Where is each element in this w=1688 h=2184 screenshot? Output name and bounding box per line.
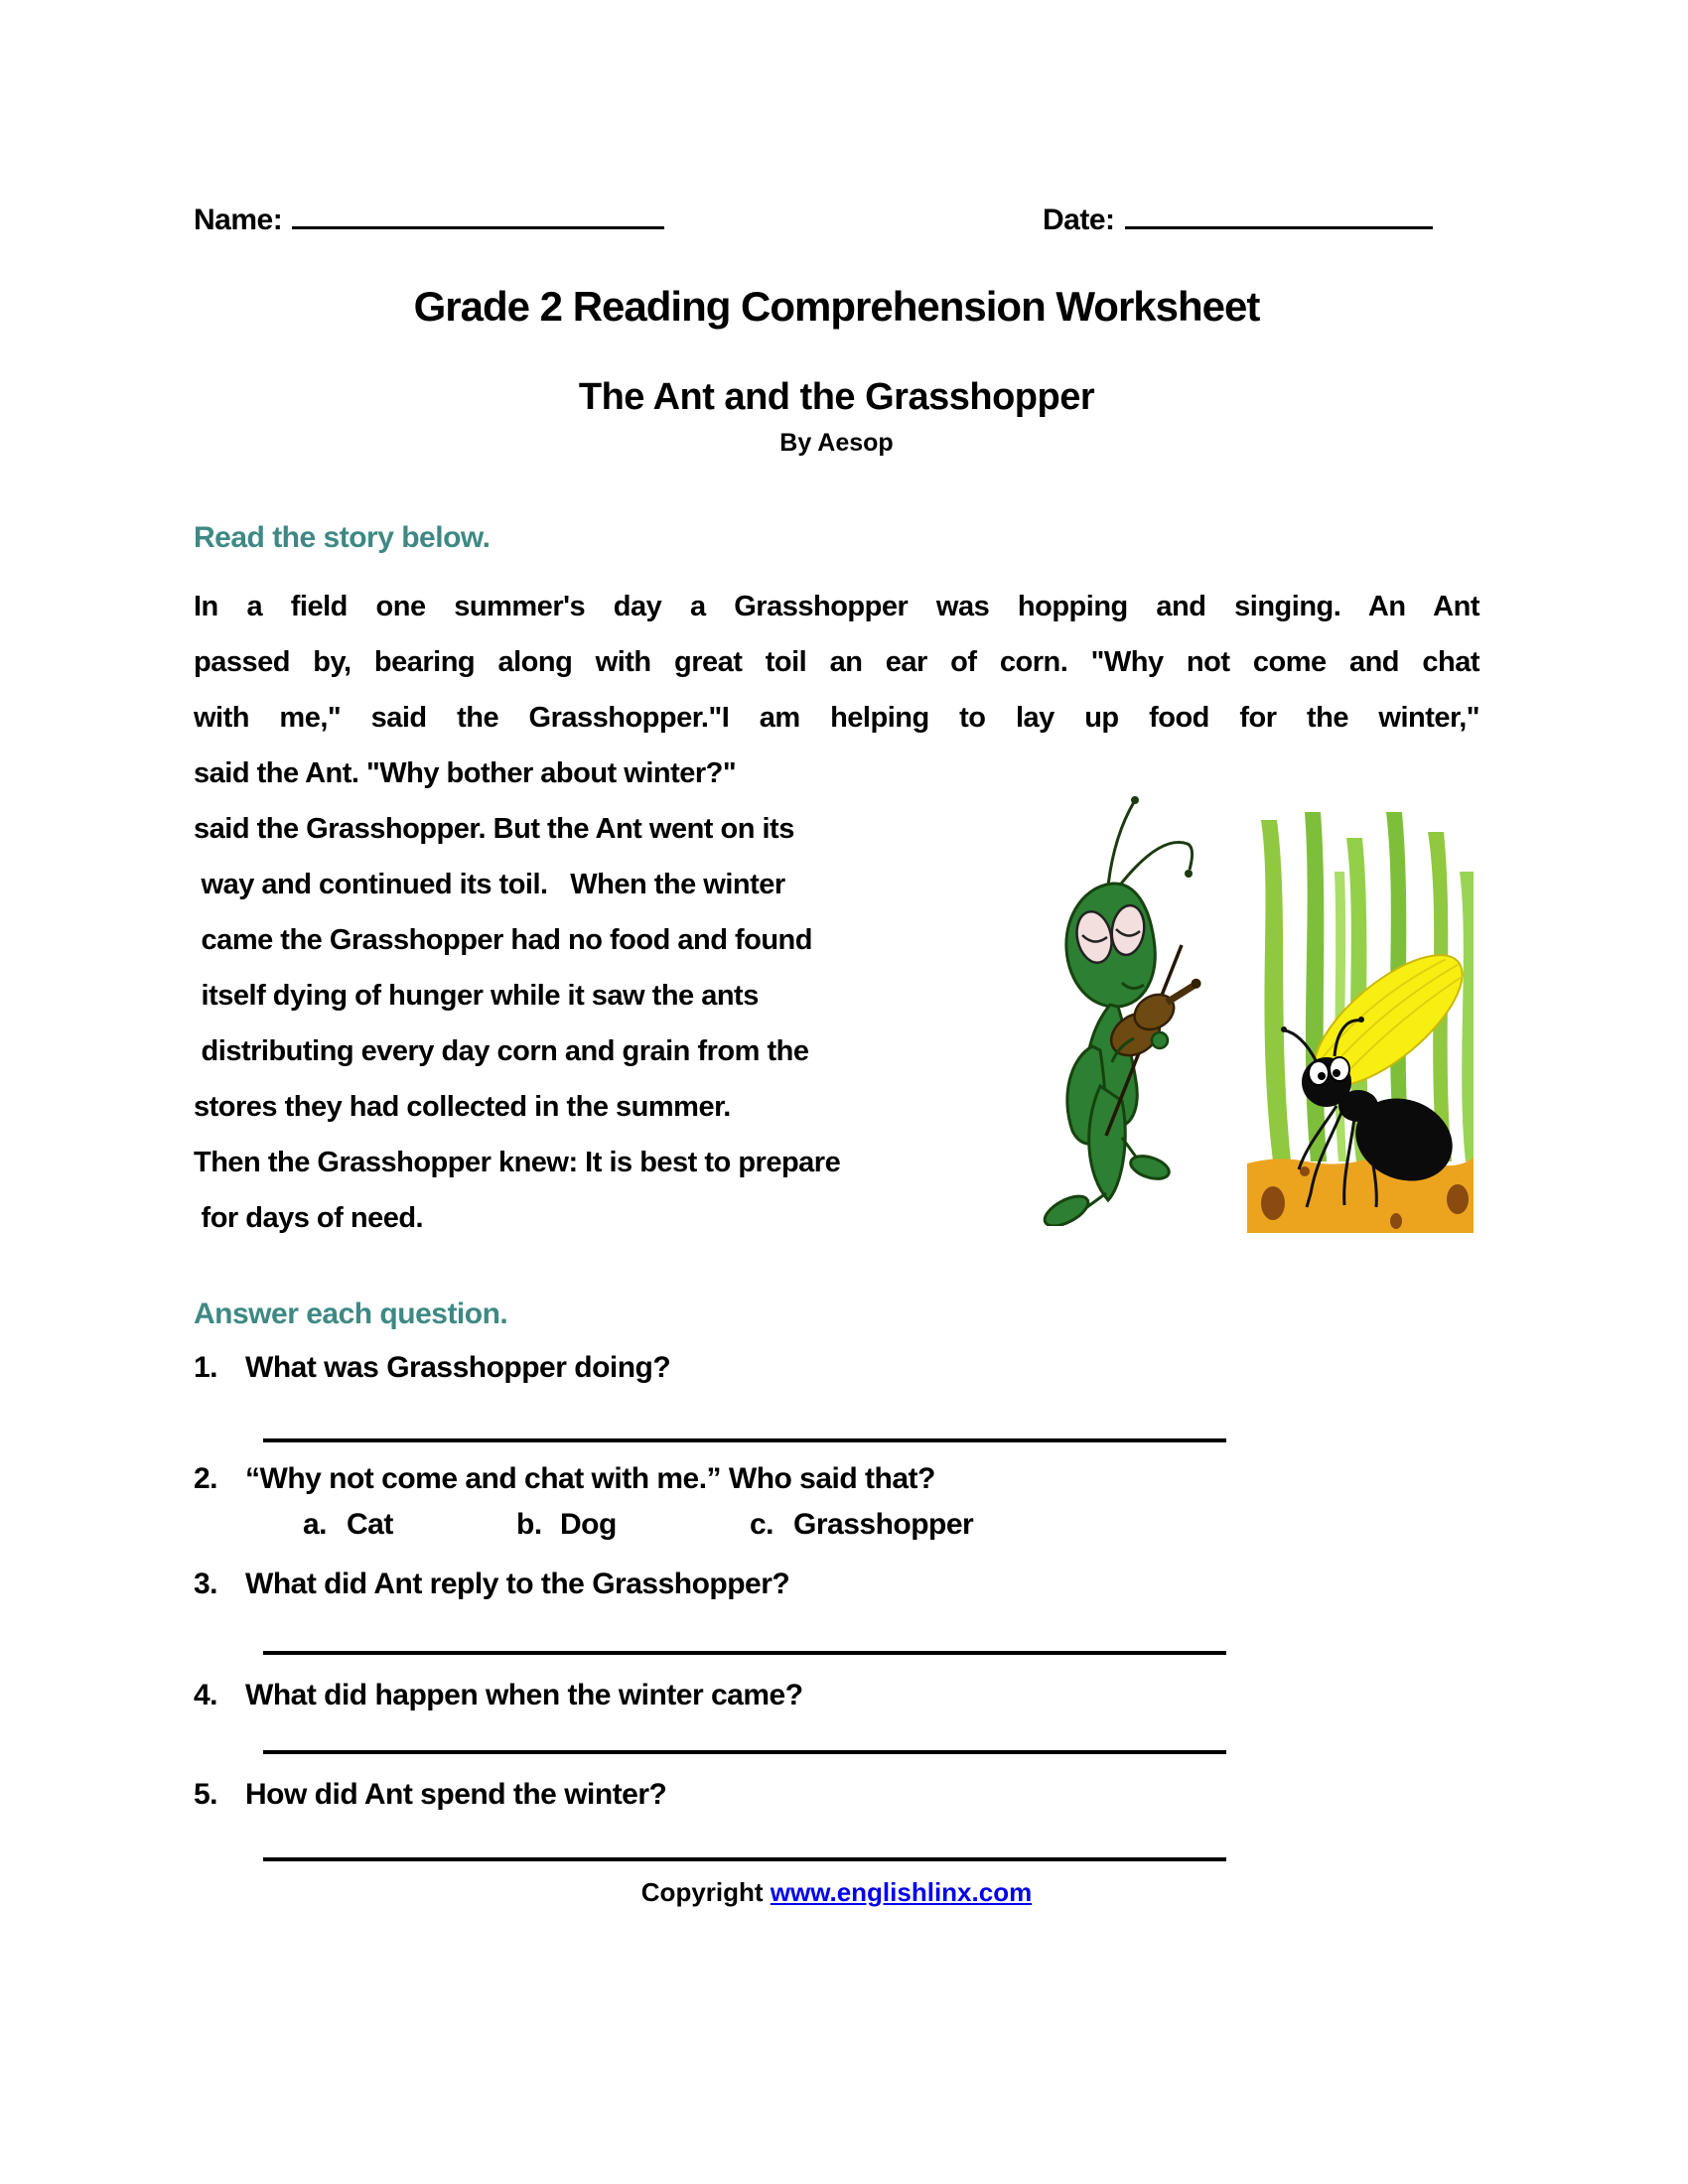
question-1 xyxy=(194,1351,1479,1385)
choice-c[interactable] xyxy=(750,1508,973,1542)
grasshopper-violin-illustration xyxy=(1023,787,1207,1226)
question-text: What did Ant reply to the Grasshopper? xyxy=(245,1568,790,1600)
story-line: came the Grasshopper had no food and found xyxy=(194,924,812,956)
copyright-line xyxy=(194,1877,1479,1908)
question-text: What was Grasshopper doing? xyxy=(245,1351,671,1384)
worksheet-title: Grade 2 Reading Comprehension Worksheet xyxy=(413,283,1260,330)
name-field xyxy=(194,204,664,237)
choice-letter: c. xyxy=(750,1508,774,1541)
question-5 xyxy=(194,1778,1479,1812)
question-number: 5. xyxy=(194,1778,218,1811)
choice-b[interactable] xyxy=(516,1508,617,1542)
ant-icon xyxy=(1247,812,1474,1233)
story-line: with me," said the Grasshopper."I am helping to lay up food for the winter," xyxy=(194,702,1479,734)
grasshopper-icon xyxy=(1023,787,1207,1226)
story-line: itself dying of hunger while it saw the ants xyxy=(194,980,759,1012)
copyright-label: Copyright xyxy=(640,1877,771,1907)
question-text: How did Ant spend the winter? xyxy=(245,1778,667,1811)
ant-corn-illustration xyxy=(1247,812,1474,1233)
date-blank-line[interactable] xyxy=(1125,221,1433,229)
question-number: 2. xyxy=(194,1462,218,1495)
story-line: passed by, bearing along with great toil an ear of corn. "Why not come and chat xyxy=(194,646,1479,678)
name-blank-line[interactable] xyxy=(292,221,664,229)
story-line: In a field one summer's day a Grasshopper was hopping and singing. An Ant xyxy=(194,591,1479,622)
choice-a[interactable] xyxy=(303,1508,393,1542)
question-4 xyxy=(194,1679,1479,1712)
answer-blank-line-3[interactable] xyxy=(263,1750,1226,1754)
question-number: 4. xyxy=(194,1679,218,1711)
story-line: said the Grasshopper. But the Ant went on its xyxy=(194,813,794,845)
read-instruction: Read the story below. xyxy=(194,521,491,554)
question-number: 3. xyxy=(194,1568,218,1600)
answer-instruction: Answer each question. xyxy=(194,1297,508,1330)
choice-text: Dog xyxy=(560,1508,617,1541)
question-number: 1. xyxy=(194,1351,218,1384)
choice-text: Cat xyxy=(347,1508,393,1541)
story-author: By Aesop xyxy=(779,429,894,457)
story-line: stores they had collected in the summer. xyxy=(194,1091,731,1123)
answer-blank-line-2[interactable] xyxy=(263,1651,1226,1655)
header-row xyxy=(194,204,1479,249)
story-line: distributing every day corn and grain from the xyxy=(194,1035,809,1067)
story-title: The Ant and the Grasshopper xyxy=(578,376,1095,418)
question-2 xyxy=(194,1462,1479,1496)
choice-letter: a. xyxy=(303,1508,328,1541)
story-line: Then the Grasshopper knew: It is best to prepare xyxy=(194,1147,841,1178)
story-line: for days of need. xyxy=(194,1202,424,1234)
name-label: Name: xyxy=(194,204,283,236)
answer-blank-line-4[interactable] xyxy=(263,1857,1226,1861)
choice-letter: b. xyxy=(516,1508,542,1541)
question-text: What did happen when the winter came? xyxy=(245,1679,803,1711)
story-line: said the Ant. "Why bother about winter?" xyxy=(194,757,737,789)
question-text: “Why not come and chat with me.” Who said that? xyxy=(245,1462,935,1495)
date-field xyxy=(1043,204,1433,237)
choices-row xyxy=(194,1508,1479,1556)
choice-text: Grasshopper xyxy=(793,1508,974,1541)
story-line: way and continued its toil. When the winter xyxy=(194,869,785,900)
date-label: Date: xyxy=(1043,204,1115,236)
englishlinx-link[interactable]: www.englishlinx.com xyxy=(770,1877,1033,1907)
question-3 xyxy=(194,1568,1479,1601)
answer-blank-line-1[interactable] xyxy=(263,1438,1226,1442)
